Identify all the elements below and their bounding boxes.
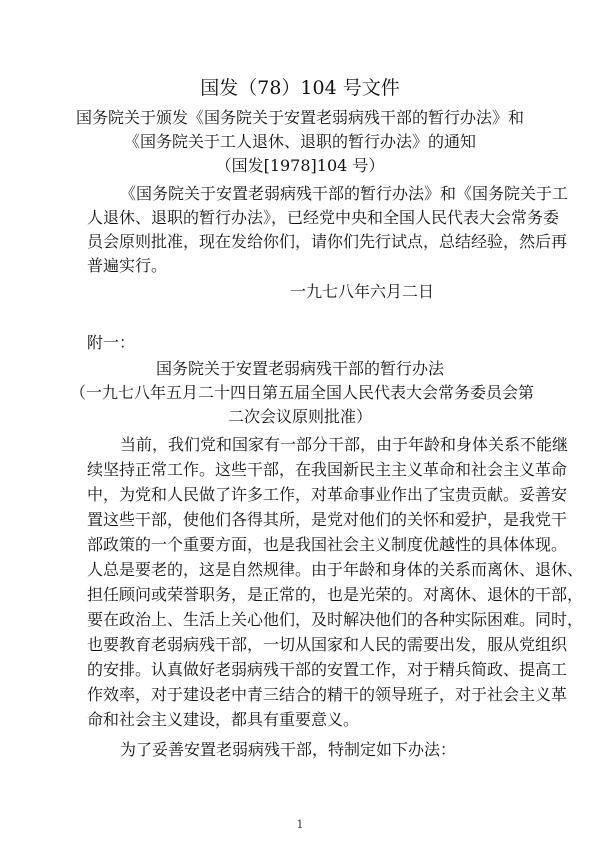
body-line-2: 续坚持正常工作。这些干部，在我国新民主主义革命和社会主义革命 bbox=[87, 460, 568, 479]
document-number: （国发[1978]104 号） bbox=[215, 156, 385, 175]
body-line-11: 作效率，对于建设老中青三结合的精干的领导班子，对于社会主义革 bbox=[87, 685, 568, 704]
notice-title-line-2: 《国务院关于工人退休、退职的暂行办法》的通知 bbox=[123, 132, 476, 151]
issue-date: 一九七八年六月二日 bbox=[290, 282, 435, 301]
document-title: 国发（78）104 号文件 bbox=[200, 77, 400, 99]
body-line-3: 中，为党和人民做了许多工作，对革命事业作出了宝贵贡献。妥善安 bbox=[87, 485, 568, 504]
body-line-10: 的安排。认真做好老弱病残干部的安置工作，对于精兵简政、提高工 bbox=[87, 660, 568, 679]
body-line-9: 也要教育老弱病残干部，一切从国家和人民的需要出发，服从党组织 bbox=[87, 635, 568, 654]
page-number: 1 bbox=[296, 818, 304, 831]
intro-line-1: 《国务院关于安置老弱病残干部的暂行办法》和《国务院关于工 bbox=[120, 184, 569, 203]
body-line-4: 置这些干部，使他们各得其所，是党对他们的关怀和爱护，是我党干 bbox=[87, 510, 568, 529]
intro-line-2: 人退休、退职的暂行办法》，已经党中央和全国人民代表大会常务委 bbox=[87, 208, 560, 227]
body-line-1: 当前，我们党和国家有一部分干部，由于年龄和身体关系不能继 bbox=[120, 435, 569, 454]
intro-line-4: 普遍实行。 bbox=[87, 256, 168, 275]
body-line-7: 担任顾问或荣誉职务，是正常的，也是光荣的。对离休、退休的干部， bbox=[87, 585, 584, 604]
intro-line-3: 员会原则批准，现在发给你们，请你们先行试点，总结经验，然后再 bbox=[87, 232, 568, 251]
attachment-title: 国务院关于安置老弱病残干部的暂行办法 bbox=[155, 359, 444, 378]
body-line-6: 人总是要老的，这是自然规律。由于年龄和身体的关系而离休、退休、 bbox=[87, 560, 584, 579]
body-line-5: 部政策的一个重要方面，也是我国社会主义制度优越性的具体体现。 bbox=[87, 535, 568, 554]
attachment-label: 附一： bbox=[87, 333, 136, 352]
closing-line: 为了妥善安置老弱病残干部，特制定如下办法： bbox=[120, 740, 457, 759]
attachment-approval-line-1: （一九七八年五月二十四日第五届全国人民代表大会常务委员会第 bbox=[70, 383, 535, 402]
body-line-8: 要在政治上、生活上关心他们，及时解决他们的各种实际困难。同时， bbox=[87, 610, 584, 629]
attachment-approval-line-2: 二次会议原则批准） bbox=[227, 407, 372, 426]
notice-title-line-1: 国务院关于颁发《国务院关于安置老弱病残干部的暂行办法》和 bbox=[75, 108, 524, 127]
body-line-12: 命和社会主义建设，都具有重要意义。 bbox=[87, 710, 360, 729]
